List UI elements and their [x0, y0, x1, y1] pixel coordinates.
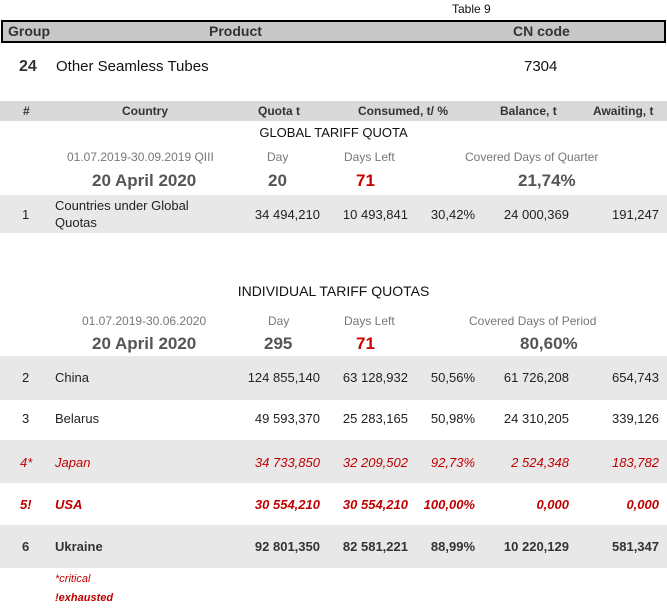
row-balance: 24 310,205	[503, 411, 569, 426]
row-balance: 61 726,208	[503, 370, 569, 385]
individual-date: 20 April 2020	[92, 334, 197, 353]
row-pct: 100,00%	[423, 497, 475, 512]
row-balance: 10 220,129	[503, 539, 569, 554]
header-cn-code: CN code	[513, 23, 570, 39]
row-consumed: 25 283,165	[342, 411, 408, 426]
global-day: 20	[268, 171, 287, 190]
row-balance: 24 000,369	[503, 207, 569, 222]
row-consumed: 82 581,221	[342, 539, 408, 554]
row-quota: 49 593,370	[254, 411, 320, 426]
row-num: 4*	[20, 455, 33, 470]
row-country: USA	[55, 497, 83, 512]
global-period: 01.07.2019-30.09.2019 QIII	[67, 150, 214, 164]
individual-days-left: 71	[356, 334, 375, 353]
row-pct: 50,56%	[430, 370, 475, 385]
row-quota: 92 801,350	[254, 539, 320, 554]
col-awaiting: Awaiting, t	[593, 104, 654, 118]
table-label: Table 9	[452, 2, 491, 16]
col-num: #	[23, 104, 30, 118]
individual-day-label: Day	[268, 314, 290, 328]
row-country: Ukraine	[55, 539, 103, 554]
row-num: 5!	[20, 497, 32, 512]
row-quota: 124 855,140	[247, 370, 320, 385]
global-covered-label: Covered Days of Quarter	[465, 150, 599, 164]
individual-day: 295	[264, 334, 293, 353]
cn-code: 7304	[524, 58, 558, 75]
col-country: Country	[122, 104, 168, 118]
col-quota: Quota t	[258, 104, 300, 118]
col-consumed: Consumed, t/ %	[358, 104, 449, 118]
row-awaiting: 654,743	[612, 370, 659, 385]
global-date: 20 April 2020	[92, 171, 197, 190]
global-section-title: GLOBAL TARIFF QUOTA	[259, 125, 408, 140]
row-awaiting: 339,126	[612, 411, 659, 426]
row-pct: 92,73%	[430, 455, 475, 470]
global-days-left: 71	[356, 171, 375, 190]
global-days-left-label: Days Left	[344, 150, 395, 164]
row-consumed: 32 209,502	[342, 455, 408, 470]
row-awaiting: 0,000	[626, 497, 659, 512]
row-country: China	[55, 370, 89, 385]
col-balance: Balance, t	[500, 104, 557, 118]
row-awaiting: 183,782	[612, 455, 659, 470]
column-headers	[0, 101, 667, 121]
row-pct: 30,42%	[430, 207, 475, 222]
row-quota: 34 494,210	[254, 207, 320, 222]
header-product: Product	[209, 23, 262, 39]
row-pct: 88,99%	[430, 539, 475, 554]
note-critical: *critical	[55, 573, 91, 585]
individual-days-left-label: Days Left	[344, 314, 395, 328]
individual-section-title: INDIVIDUAL TARIFF QUOTAS	[237, 283, 430, 299]
group-number: 24	[19, 58, 37, 75]
row-awaiting: 581,347	[612, 539, 659, 554]
row-country: Belarus	[55, 411, 100, 426]
row-country: Countries under Global Quotas	[55, 198, 189, 230]
row-num: 1	[22, 207, 30, 222]
note-exhausted: !exhausted	[55, 592, 114, 604]
row-balance: 0,000	[536, 497, 569, 512]
individual-covered-label: Covered Days of Period	[469, 314, 597, 328]
individual-period: 01.07.2019-30.06.2020	[82, 314, 207, 328]
row-num: 3	[22, 411, 30, 426]
individual-covered: 80,60%	[520, 334, 578, 353]
row-num: 6	[22, 539, 30, 554]
table-header-bar	[1, 20, 666, 43]
row-consumed: 30 554,210	[342, 497, 408, 512]
row-consumed: 10 493,841	[342, 207, 408, 222]
product-name: Other Seamless Tubes	[56, 58, 209, 75]
row-quota: 34 733,850	[254, 455, 320, 470]
global-covered: 21,74%	[518, 171, 576, 190]
row-consumed: 63 128,932	[342, 370, 408, 385]
global-day-label: Day	[267, 150, 289, 164]
row-balance: 2 524,348	[511, 455, 569, 470]
row-num: 2	[22, 370, 30, 385]
row-pct: 50,98%	[430, 411, 475, 426]
row-awaiting: 191,247	[612, 207, 659, 222]
row-country: Japan	[55, 455, 91, 470]
header-group: Group	[8, 23, 50, 39]
row-quota: 30 554,210	[254, 497, 320, 512]
